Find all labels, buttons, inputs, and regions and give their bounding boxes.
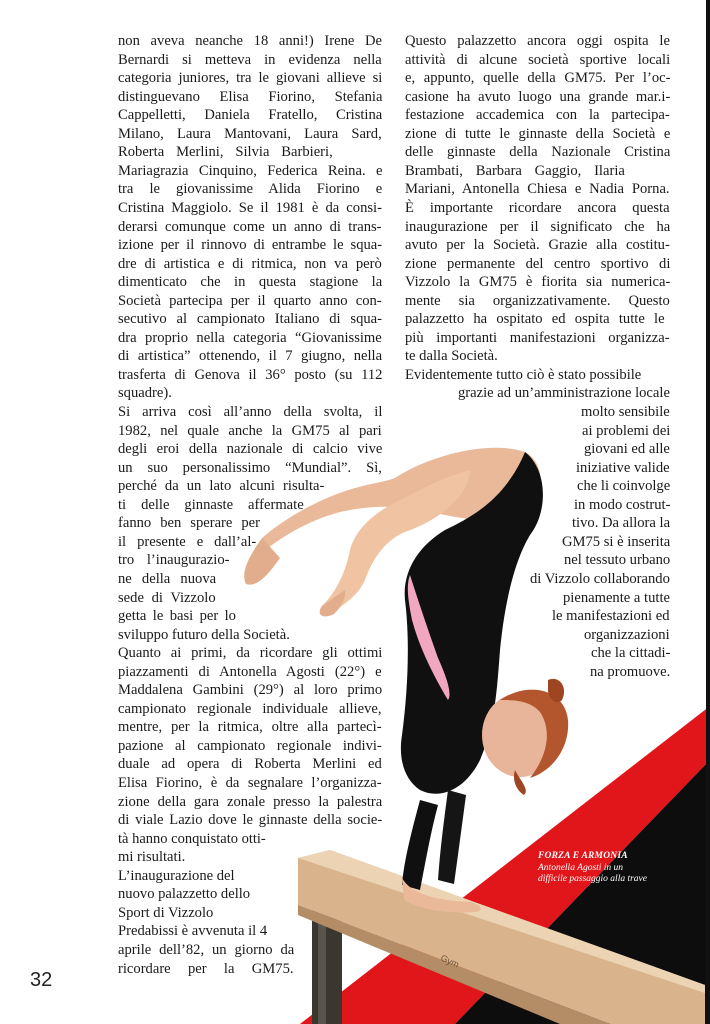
body-text-line: Cappelletti, Daniela Fratello, Cristina — [118, 107, 383, 124]
body-text-line: nel tessuto urbano — [564, 552, 671, 569]
body-text-line: Società partecipa per il quarto anno con- — [118, 292, 382, 309]
body-text-line: duale ad opera di Roberta Merlini ed — [118, 756, 382, 773]
body-text-line: ti delle ginnaste affermate — [118, 496, 304, 513]
body-text-line: di Vizzolo collaborando — [530, 570, 670, 587]
body-text-line: dra proprio nella categoria “Giovanissime — [118, 329, 382, 346]
body-text-line: tivo. Da allora la — [572, 515, 671, 532]
body-text-line: non aveva neanche 18 anni!) Irene De — [118, 33, 383, 49]
body-text-line: sede di Vizzolo — [118, 589, 216, 606]
body-text-line: sviluppo futuro della Società. — [118, 626, 290, 643]
body-text-line: secutivo al campionato Italiano di squa- — [118, 311, 383, 328]
body-text-line: le manifestazioni ed — [552, 608, 670, 625]
body-text-line: casione ha avuto luogo una grande mar.i- — [405, 88, 671, 105]
body-text-line: Cristina Maggiolo. Se il 1981 è da consi- — [118, 199, 382, 216]
body-text-line: Roberta Merlini, Silvia Barbieri, — [118, 144, 333, 161]
body-text-line: che li coinvolge — [577, 478, 671, 495]
body-text-line: te dalla Società. — [405, 348, 498, 365]
body-text-line: Predabissi è avvenuta il 4 — [118, 923, 268, 940]
caption-line: difficile passaggio alla trave — [538, 874, 647, 884]
body-text-line: mi risultati. — [118, 849, 186, 866]
body-text-line: mentre, per la ritmica, oltre alla partecì- — [118, 719, 382, 736]
body-text-line: piazzamenti di Antonella Agosti (22°) e — [118, 663, 382, 680]
body-text-line: tro l’inaugurazio- — [118, 552, 230, 569]
body-text-line: più importanti manifestazioni organizza- — [405, 329, 670, 346]
body-text-line: palazzetto ha ospitato ed ospita tutte le — [405, 311, 665, 328]
body-text-line: Sport di Vizzolo — [118, 904, 214, 921]
body-text-line: festazione accademica con la partecipa- — [405, 107, 670, 124]
page-number: 32 — [30, 969, 53, 991]
body-text-line: 1982, nel quale anche la GM75 al pari — [118, 422, 382, 439]
body-text-line: in modo costrut- — [574, 496, 671, 513]
body-text-line: na promuove. — [590, 663, 671, 680]
body-text-line: delle ginnaste della Nazionale Cristina — [405, 144, 671, 161]
body-text-line: zione della gara zonale presso la palestra — [118, 793, 383, 810]
body-text-line: ricordare per la GM75. — [118, 960, 294, 977]
body-text-line: grazie ad un’amministrazione locale — [458, 385, 670, 402]
body-text-line: ne della nuova — [118, 570, 217, 587]
caption-title: FORZA E ARMONIA — [538, 851, 628, 861]
body-text-line: nuovo palazzetto dello — [118, 886, 251, 903]
body-text-line: izione per il rinnovo di entrambe le squa- — [118, 237, 383, 254]
body-text-line: Milano, Laura Mantovani, Laura Sard, — [118, 125, 382, 142]
body-text-line: categoria juniores, tra le giovani allieve si — [118, 70, 383, 87]
body-text-line: distinguevano Elisa Fiorino, Stefania — [118, 88, 383, 105]
body-text-line: zione di tutte le ginnaste della Società e — [405, 125, 671, 142]
body-text-line: Mariani, Antonella Chiesa e Nadia Porna. — [405, 181, 670, 198]
body-text-line: perché da un lato alcuni risulta- — [118, 478, 325, 495]
body-text-line: Si arriva così all’anno della svolta, il — [118, 404, 383, 420]
body-text-line: inaugurazione per il significato che ha — [405, 218, 671, 235]
body-text-line: attività di alcune società sportive locali — [405, 51, 671, 68]
body-text-line: Mariagrazia Cinquino, Federica Reina. e — [118, 162, 383, 179]
body-text-line: tra le giovanissime Alida Fiorino e — [118, 181, 383, 198]
body-text-line: giovani ed alle — [584, 441, 670, 458]
body-text-line: Evidentemente tutto ciò è stato possibile — [405, 366, 642, 383]
body-text-line: pazione al campionato regionale indivi- — [118, 737, 382, 754]
photo-caption — [538, 851, 647, 886]
body-text-line: Maddalena Gambini (29°) al loro primo — [118, 682, 383, 699]
body-text-line: Brambati, Barbara Gaggio, Ilaria — [405, 162, 625, 179]
body-text-line: ai problemi dei — [582, 422, 671, 439]
body-text-line: L’inaugurazione del — [118, 867, 235, 884]
body-text-line: Elisa Fiorino, è da segnalare l’organizza- — [118, 775, 382, 791]
body-text-line: trasferta di Genova il 36° posto (su 112 — [118, 366, 383, 383]
body-text-line: fanno ben sperare per — [118, 515, 261, 532]
beam-label: Gym — [439, 952, 461, 970]
body-text-line: Questo palazzetto ancora oggi ospita le — [405, 33, 670, 49]
body-text-line: di artistica” ottenendo, il 7 giugno, nella — [118, 348, 383, 365]
body-text-line: campionato regionale individuale allieve, — [118, 700, 382, 717]
body-text-line: un suo personalissimo “Mundial”. Sì, — [118, 459, 382, 476]
body-text-line: e, appunto, quelle della GM75. Per l’oc- — [405, 70, 671, 87]
body-text-line: pienamente a tutte — [563, 589, 670, 606]
body-text-line: Quanto ai primi, da ricordare gli ottimi — [118, 645, 383, 662]
body-text-line: di viale Lazio dove le ginnaste della socie- — [118, 812, 383, 829]
page-edge — [706, 0, 710, 1024]
body-text-line: avuto per la Società. Grazie alla costitu- — [405, 237, 670, 254]
body-text-line: Bernardi si metteva in evidenza nella — [118, 51, 382, 68]
caption-line: Antonella Agosti in un — [538, 862, 624, 873]
body-text-line: Vizzolo la GM75 è fiorita sia numerica- — [405, 274, 671, 291]
body-text-line: squadre). — [118, 385, 172, 402]
body-text-line: dimenticato che in questa stagione la — [118, 274, 383, 291]
body-text-line: zione permanente del centro sportivo di — [405, 255, 671, 272]
body-text-line: che la cittadi- — [591, 645, 671, 662]
body-text-line: organizzazioni — [584, 626, 670, 643]
body-text-line: getta le basi per lo — [118, 608, 236, 625]
body-text-line: derarsi comunque come un anno di trans- — [118, 218, 382, 235]
body-text-line: molto sensibile — [581, 404, 670, 420]
body-text-line: mente sia organizzativamente. Questo — [405, 292, 670, 309]
body-text-line: È importante ricordare ancora questa — [405, 199, 670, 216]
body-text-line: il presente e dall’al- — [118, 533, 257, 550]
body-text-line: dre di artistica e di ritmica, non va però — [118, 255, 382, 272]
body-text-line: iniziative valide — [576, 459, 670, 476]
body-text-line: GM75 si è inserita — [562, 533, 671, 550]
body-text-line: tà hanno conquistato otti- — [118, 830, 266, 847]
body-text-line: degli eroi della nazionale di calcio vive — [118, 441, 383, 458]
body-text-line: aprile dell’82, un giorno da — [118, 941, 295, 958]
